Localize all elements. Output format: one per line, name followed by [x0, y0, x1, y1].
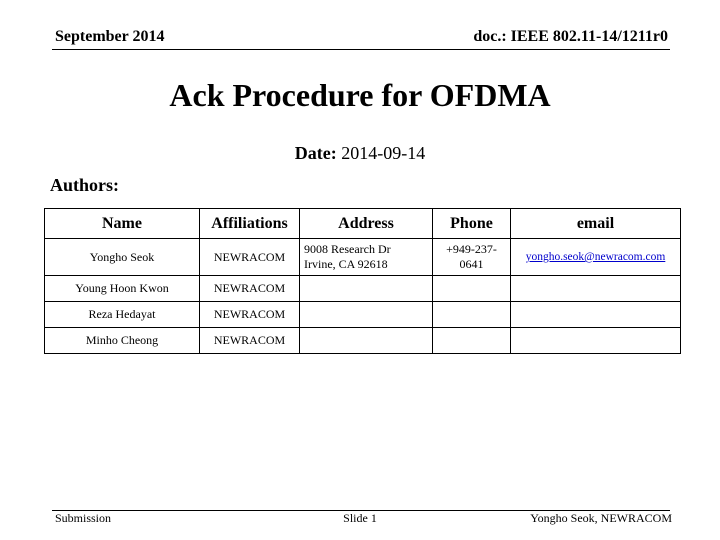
column-header-email: email: [511, 209, 681, 239]
date-label: Date:: [294, 143, 337, 163]
header-doc-id: doc.: IEEE 802.11-14/1211r0: [473, 28, 668, 45]
table-row: [45, 276, 681, 302]
phone-line-1: +949-237-: [446, 242, 497, 256]
author-address: [300, 302, 433, 328]
author-address: [300, 276, 433, 302]
author-address: [300, 239, 433, 276]
author-phone: [433, 239, 511, 276]
author-email: [511, 328, 681, 354]
author-email: [511, 276, 681, 302]
date-line: [0, 143, 720, 164]
header-divider: [52, 49, 670, 50]
phone-line-2: 0641: [459, 257, 484, 271]
footer-slide-number: Slide 1: [343, 511, 377, 525]
author-phone: [433, 276, 511, 302]
address-line-1: 9008 Research Dr: [304, 242, 391, 256]
email-link[interactable]: yongho.seok@newracom.com: [525, 251, 666, 263]
slide-title: Ack Procedure for OFDMA: [169, 77, 551, 113]
table-row: [45, 328, 681, 354]
author-name: Reza Hedayat: [45, 302, 200, 328]
date-value: 2014-09-14: [341, 143, 426, 163]
author-affiliation: NEWRACOM: [200, 302, 300, 328]
author-phone: [433, 302, 511, 328]
author-affiliation: NEWRACOM: [200, 276, 300, 302]
footer-submission: Submission: [55, 511, 112, 525]
author-name: Minho Cheong: [45, 328, 200, 354]
author-email: [511, 239, 681, 276]
table-row: [45, 302, 681, 328]
table-header-row: [45, 209, 681, 239]
author-name: Yongho Seok: [45, 239, 200, 276]
column-header-name: Name: [45, 209, 200, 239]
author-affiliation: NEWRACOM: [200, 328, 300, 354]
footer-author: Yongho Seok, NEWRACOM: [530, 511, 672, 525]
authors-heading: Authors:: [50, 175, 120, 195]
table-row: [45, 239, 681, 276]
column-header-affiliations: Affiliations: [200, 209, 300, 239]
address-line-2: Irvine, CA 92618: [304, 257, 388, 271]
author-address: [300, 328, 433, 354]
header-date: September 2014: [55, 28, 165, 45]
author-name: Young Hoon Kwon: [45, 276, 200, 302]
column-header-phone: Phone: [433, 209, 511, 239]
column-header-address: Address: [300, 209, 433, 239]
authors-table: [44, 208, 681, 354]
author-phone: [433, 328, 511, 354]
author-email: [511, 302, 681, 328]
author-affiliation: NEWRACOM: [200, 239, 300, 276]
